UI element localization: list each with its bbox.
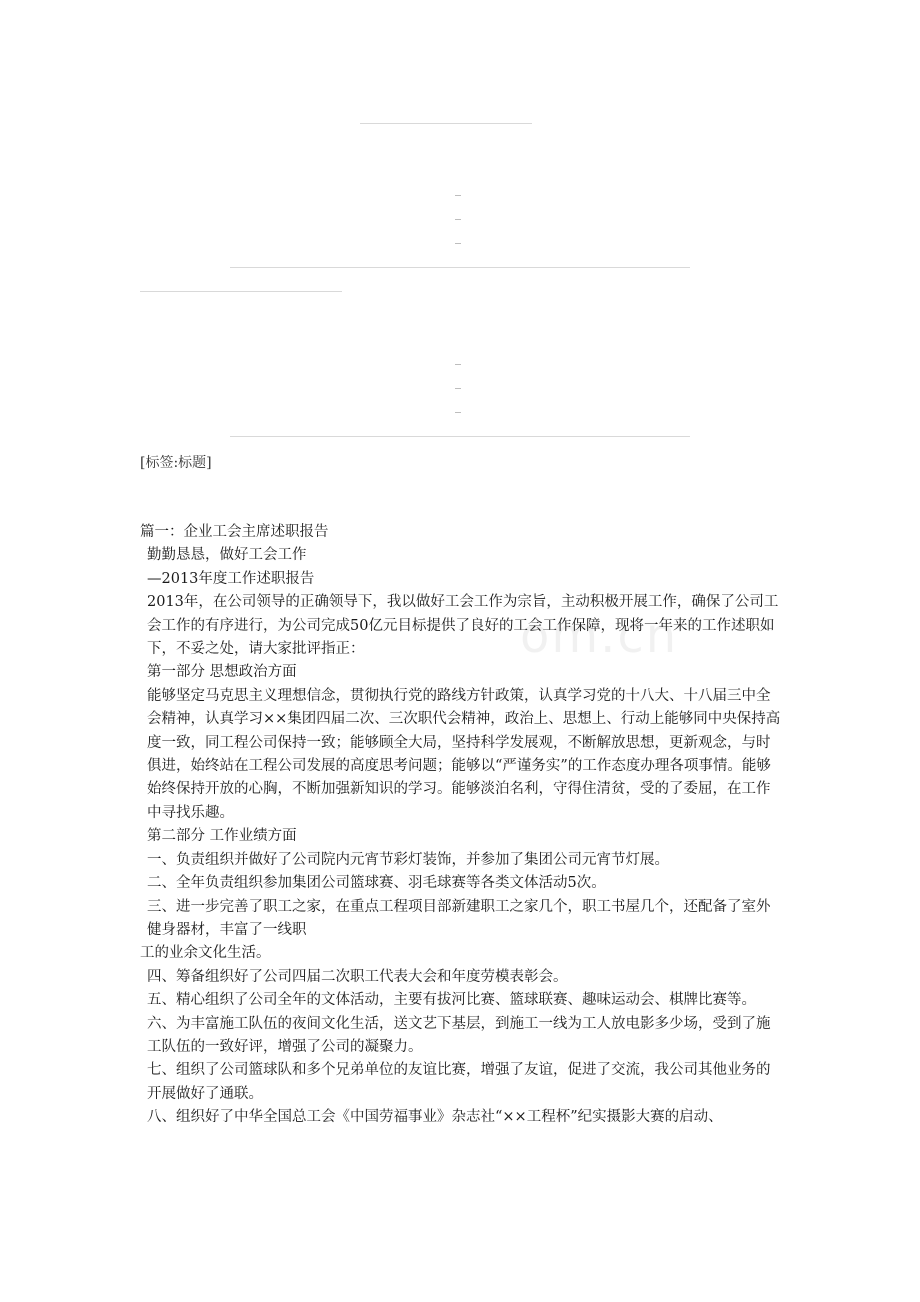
list-item: 二、全年负责组织参加集团公司篮球赛、羽毛球赛等各类文体活动5次。 — [147, 875, 606, 892]
divider-line — [230, 436, 690, 437]
list-item: 八、组织好了中华全国总工会《中国劳福事业》杂志社“××工程杯”纪实摄影大赛的启动、 — [147, 1109, 723, 1126]
tag-line: [标签:标题] — [140, 455, 212, 471]
list-item: 三、进一步完善了职工之家，在重点工程项目部新建职工之家几个，职工书屋几个，还配备了室外健身器材，丰富了一线职 — [147, 898, 771, 938]
list-item: 一、负责组织并做好了公司院内元宵节彩灯装饰，并参加了集团公司元宵节灯展。 — [147, 851, 669, 868]
article-title: 篇一：企业工会主席述职报告 — [140, 524, 329, 540]
section-heading-politics: 第一部分 思想政治方面 — [147, 664, 297, 681]
politics-paragraph: 能够坚定马克思主义理想信念，贯彻执行党的路线方针政策，认真学习党的十八大、十八届三中全会精神，认真学习××集团四届二次、三次职代会精神，政治上、思想上、行动上能够同中央保持高度一致，同工程公司保持一致；能够顾全大局，坚持科学发展观，不断解放思想，更新观念，与时俱进，始终站在工程公司发展的高度思考问题；能够以“严谨务实”的工作态度办理各项事情。能够始终保持开放的心胸，不断加强新知识的学习。能够淡泊名利，守得住清贫，受的了委屈，在工作中寻找乐趣。 — [147, 687, 781, 821]
article-body — [140, 521, 782, 1130]
list-item: 五、精心组织了公司全年的文体活动，主要有拔河比赛、篮球联赛、趣味运动会、棋牌比赛等。 — [147, 992, 756, 1009]
divider-line — [360, 123, 532, 124]
article-subtitle-year: —2013年度工作述职报告 — [147, 570, 315, 587]
intro-paragraph: 2013年，在公司领导的正确领导下，我以做好工会工作为宗旨，主动积极开展工作，确保了公司工会工作的有序进行，为公司完成50亿元目标提供了良好的工会工作保障，现将一年来的工作述职如下，不妥之处，请大家批评指正： — [147, 594, 779, 658]
divider-dash — [455, 243, 461, 244]
section-heading-performance: 第二部分 工作业绩方面 — [147, 828, 297, 845]
divider-line — [140, 291, 342, 292]
list-item-continuation: 工的业余文化生活。 — [140, 945, 271, 962]
list-item: 六、为丰富施工队伍的夜间文化生活，送文艺下基层，到施工一线为工人放电影多少场，受到了施工队伍的一致好评，增强了公司的凝聚力。 — [147, 1015, 771, 1055]
divider-dash — [455, 219, 461, 220]
list-item: 七、组织了公司篮球队和多个兄弟单位的友谊比赛，增强了友谊，促进了交流，我公司其他业务的开展做好了通联。 — [147, 1062, 771, 1102]
list-item: 四、筹备组织好了公司四届二次职工代表大会和年度劳模表彰会。 — [147, 968, 568, 985]
divider-dash — [455, 364, 461, 365]
divider-dash — [455, 412, 461, 413]
article-subtitle: 勤勤恳恳，做好工会工作 — [147, 547, 307, 564]
watermark: om.cn — [520, 608, 679, 664]
divider-dash — [455, 195, 461, 196]
divider-line — [230, 267, 690, 268]
divider-dash — [455, 388, 461, 389]
